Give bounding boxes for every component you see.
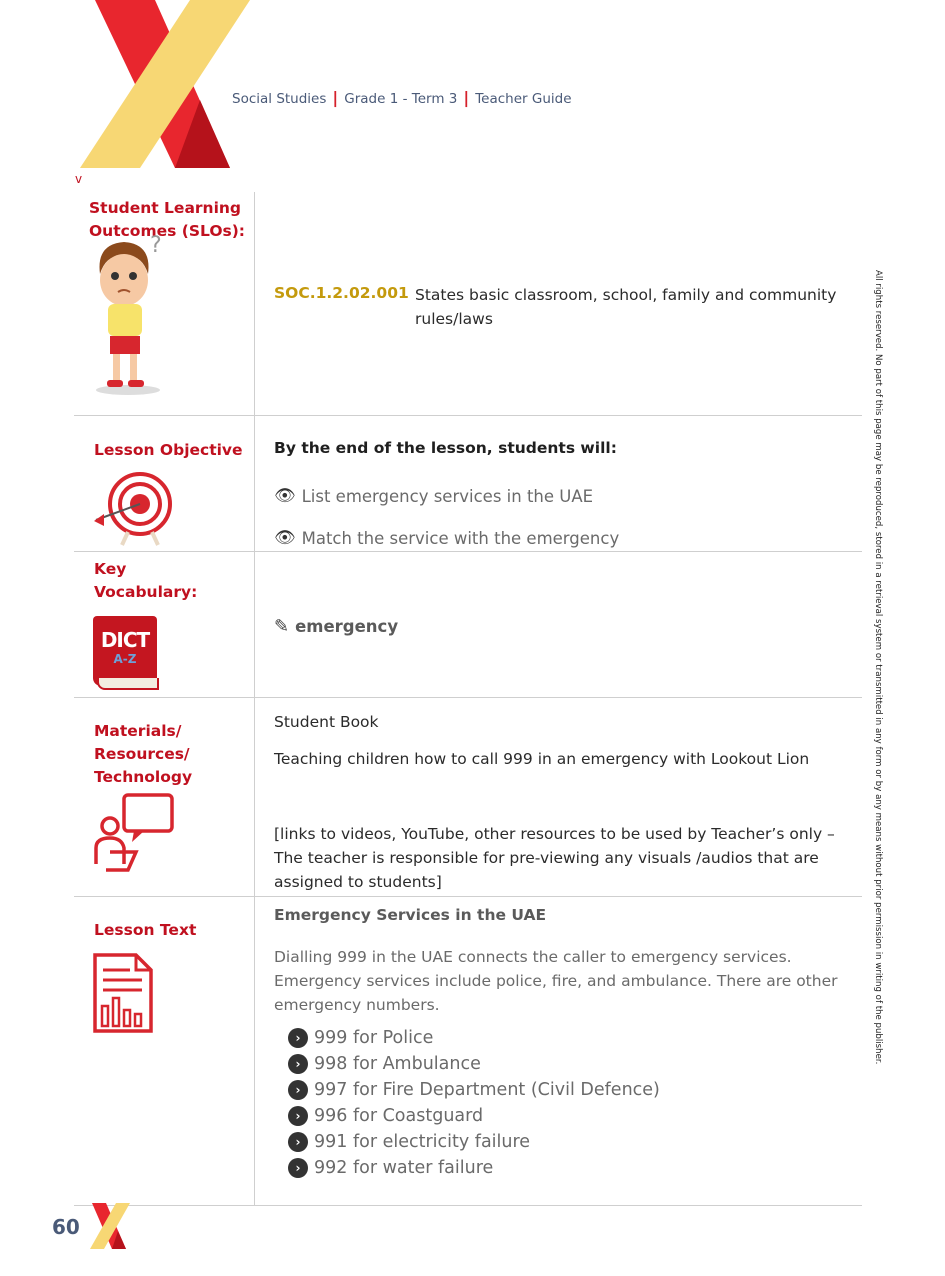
objective-item-text: Match the service with the emergency: [301, 528, 620, 548]
chevron-right-icon: ›: [288, 1132, 308, 1152]
row-divider: [74, 1205, 862, 1206]
breadcrumb: Social Studies | Grade 1 - Term 3 | Teacher Guide: [232, 88, 572, 107]
chevron-right-icon: ›: [288, 1054, 308, 1074]
list-item-text: 998 for Ambulance: [314, 1054, 481, 1074]
objective-item-text: List emergency services in the UAE: [301, 486, 594, 506]
eye-icon: 👁: [274, 486, 296, 506]
materials-label-line: Materials/: [94, 722, 182, 740]
document-chart-icon: [92, 952, 154, 1034]
copyright-notice: [855, 270, 895, 1065]
list-item-text: 991 for electricity failure: [314, 1132, 531, 1152]
slo-label: Student Learning Outcomes (SLOs):: [89, 199, 245, 240]
objective-label: Lesson Objective: [94, 441, 243, 459]
materials-item: Student Book: [274, 713, 379, 731]
footer-logo: [88, 1203, 130, 1249]
lesson-text-label: Lesson Text: [94, 921, 197, 939]
breadcrumb-subject: Social Studies: [232, 91, 327, 107]
breadcrumb-grade: Grade 1 - Term 3: [344, 91, 458, 107]
list-item-text: 997 for Fire Department (Civil Defence): [314, 1080, 660, 1100]
list-item: [288, 1155, 660, 1181]
list-item-text: 992 for water failure: [314, 1158, 494, 1178]
emergency-numbers-list: [288, 1025, 660, 1181]
stray-mark: v: [75, 172, 83, 186]
vocabulary-label: [94, 558, 197, 604]
chevron-right-icon: ›: [288, 1028, 308, 1048]
pencil-icon: ✎: [274, 616, 290, 637]
lesson-text-title: Emergency Services in the UAE: [274, 906, 547, 924]
vocabulary-label-line: Key: [94, 560, 127, 578]
chevron-right-icon: ›: [288, 1106, 308, 1126]
row-divider: [74, 896, 862, 897]
slo-code: SOC.1.2.02.001: [274, 284, 409, 302]
page-number: 60: [52, 1215, 80, 1239]
materials-label-line: Resources/: [94, 745, 190, 763]
list-item: [288, 1129, 660, 1155]
row-divider: [74, 697, 862, 698]
copyright-notice-text: All rights reserved. No part of this page may be reproduced, stored in a retrieval system or transmitted in any form or by any means without prior permission in writing of the publisher.: [873, 270, 883, 1065]
materials-label: [94, 720, 192, 789]
vocabulary-word: [274, 616, 398, 637]
lesson-text-paragraph: Dialling 999 in the UAE connects the caller to emergency services. Emergency services include police, fire, and ambulance. There are other emergency numbers.: [274, 948, 838, 1014]
objective-item: [274, 486, 593, 506]
list-item-text: 999 for Police: [314, 1028, 434, 1048]
list-item: [288, 1077, 660, 1103]
chevron-right-icon: ›: [288, 1158, 308, 1178]
list-item: [288, 1051, 660, 1077]
materials-item: [links to videos, YouTube, other resources to be used by Teacher’s only – The teacher is responsible for pre-viewing any visuals /audios that are assigned to students]: [274, 825, 835, 891]
list-item-text: 996 for Coastguard: [314, 1106, 484, 1126]
objective-intro: By the end of the lesson, students will:: [274, 439, 617, 457]
list-item: [288, 1025, 660, 1051]
vocabulary-label-line: Vocabulary:: [94, 583, 198, 601]
header-logo: [80, 0, 250, 168]
row-divider: [74, 551, 862, 552]
objective-item: [274, 528, 619, 548]
materials-item: Teaching children how to call 999 in an emergency with Lookout Lion: [274, 750, 810, 768]
eye-icon: 👁: [274, 528, 296, 548]
column-divider: [254, 192, 255, 1206]
teacher-presentation-icon: [92, 792, 176, 876]
slo-description: States basic classroom, school, family and community rules/laws: [415, 286, 837, 328]
target-icon: [92, 470, 172, 548]
row-divider: [74, 415, 862, 416]
breadcrumb-guide: Teacher Guide: [475, 91, 572, 107]
list-item: [288, 1103, 660, 1129]
dictionary-icon-text: DICT: [100, 628, 150, 652]
vocabulary-word-text: emergency: [295, 617, 399, 636]
materials-label-line: Technology: [94, 768, 193, 786]
svg-text:?: ?: [150, 233, 162, 258]
chevron-right-icon: ›: [288, 1080, 308, 1100]
dictionary-icon-subtext: A-Z: [113, 652, 137, 666]
thinking-child-icon: [82, 232, 172, 397]
dictionary-icon: [93, 616, 157, 692]
